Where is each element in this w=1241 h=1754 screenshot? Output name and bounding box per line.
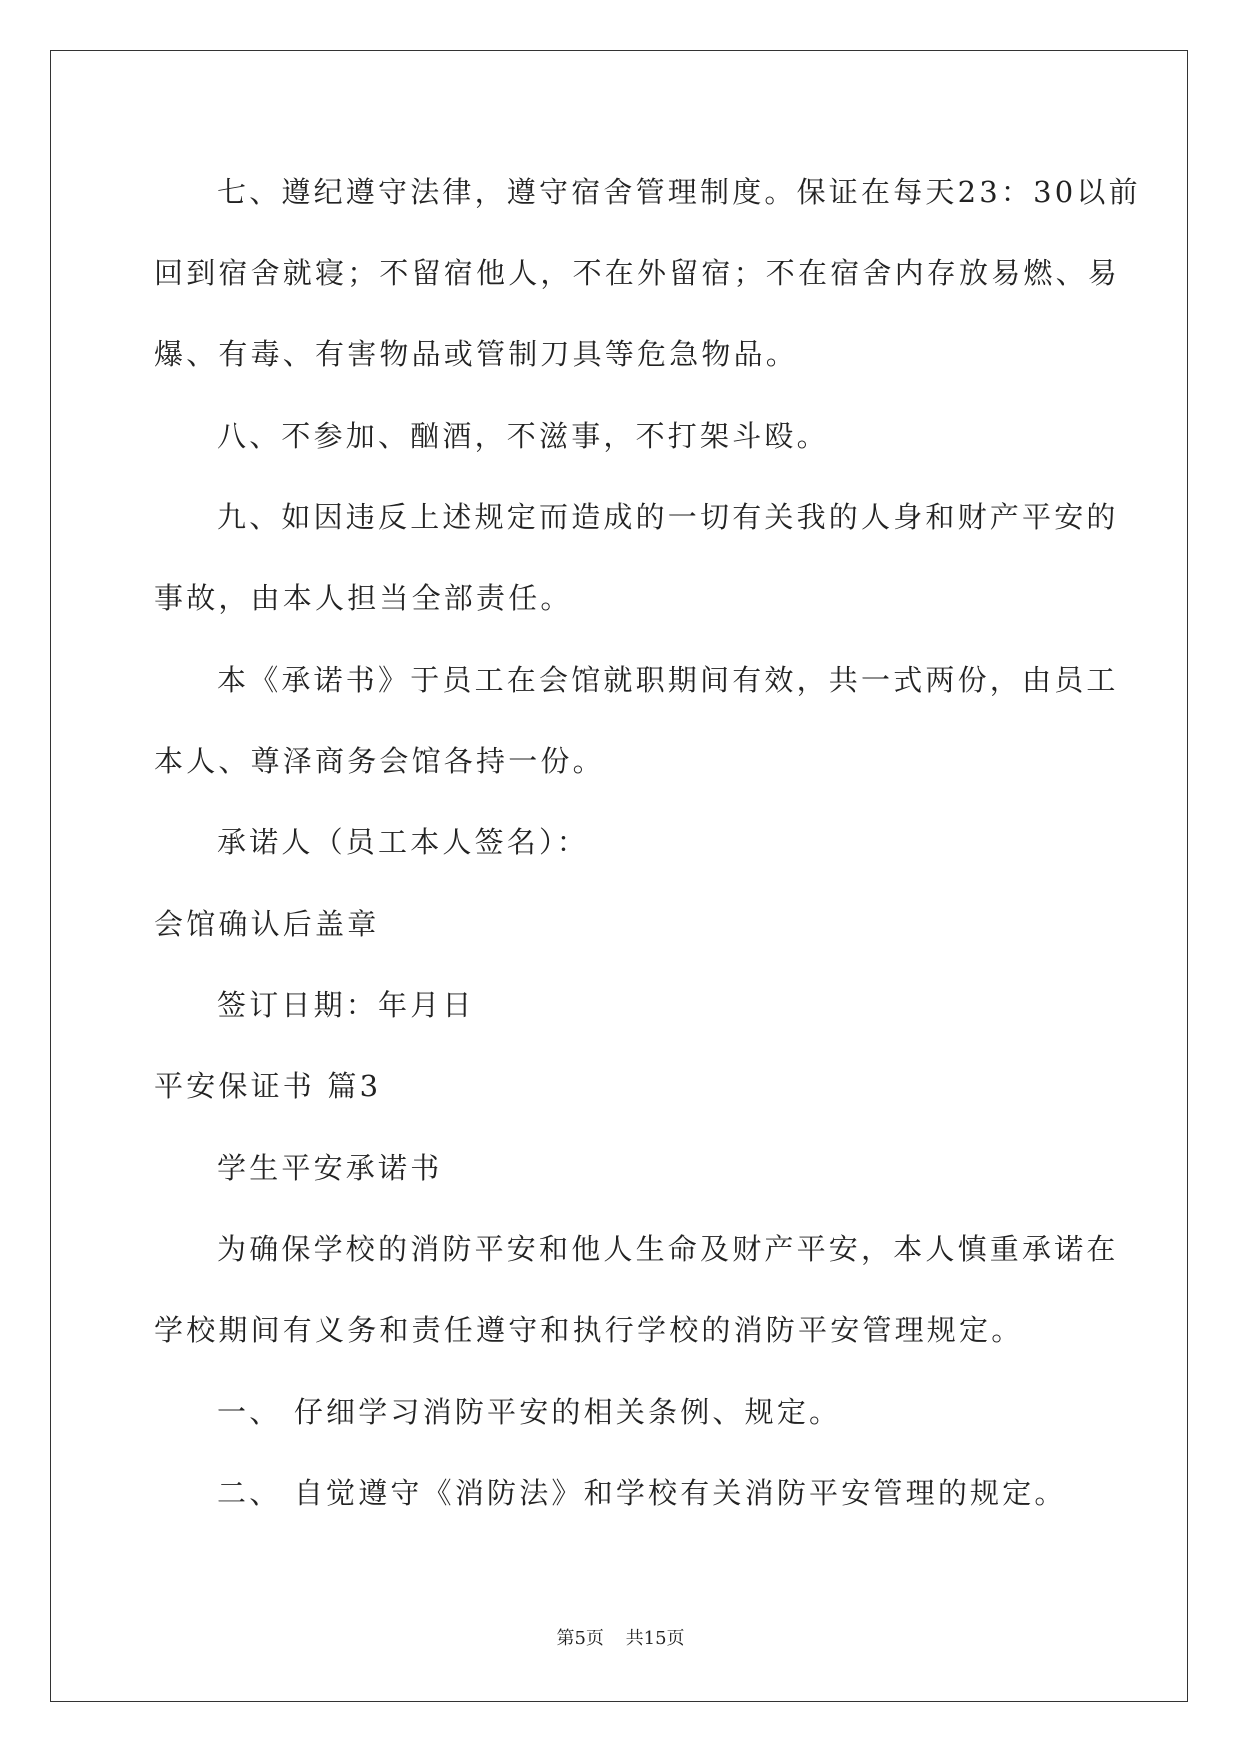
text-line: 为确保学校的消防平安和他人生命及财产平安，本人慎重承诺在: [217, 1232, 1119, 1266]
document-title: 学生平安承诺书: [217, 1151, 443, 1185]
text-line: 本《承诺书》于员工在会馆就职期间有效，共一式两份，由员工: [217, 663, 1119, 697]
text-line: 本人、尊泽商务会馆各持一份。: [154, 744, 605, 778]
text-line: 八、不参加、酗酒，不滋事，不打架斗殴。: [217, 419, 829, 453]
text-line: 学校期间有义务和责任遵守和执行学校的消防平安管理规定。: [154, 1313, 1024, 1347]
text-line: 七、遵纪遵守法律，遵守宿舍管理制度。保证在每天23：30以前: [217, 175, 1141, 209]
page-footer: [0, 1624, 1241, 1650]
text-line: 事故，由本人担当全部责任。: [154, 581, 573, 615]
text-line: 签订日期：年月日: [217, 988, 475, 1022]
text-line: 爆、有毒、有害物品或管制刀具等危急物品。: [154, 337, 799, 371]
page-border: [50, 50, 1188, 1702]
text-line: 承诺人（员工本人签名）：: [217, 825, 589, 859]
text-line: 会馆确认后盖章: [154, 907, 380, 941]
text-line: 九、如因违反上述规定而造成的一切有关我的人身和财产平安的: [217, 500, 1119, 534]
text-line: 一、 仔细学习消防平安的相关条例、规定。: [217, 1395, 842, 1429]
section-heading: 平安保证书 篇3: [154, 1069, 382, 1103]
text-line: 二、 自觉遵守《消防法》和学校有关消防平安管理的规定。: [217, 1476, 1067, 1510]
text-line: 回到宿舍就寝；不留宿他人，不在外留宿；不在宿舍内存放易燃、易: [154, 256, 1121, 290]
page-number: 第5页: [556, 1628, 604, 1649]
page-total: 共15页: [625, 1628, 685, 1649]
